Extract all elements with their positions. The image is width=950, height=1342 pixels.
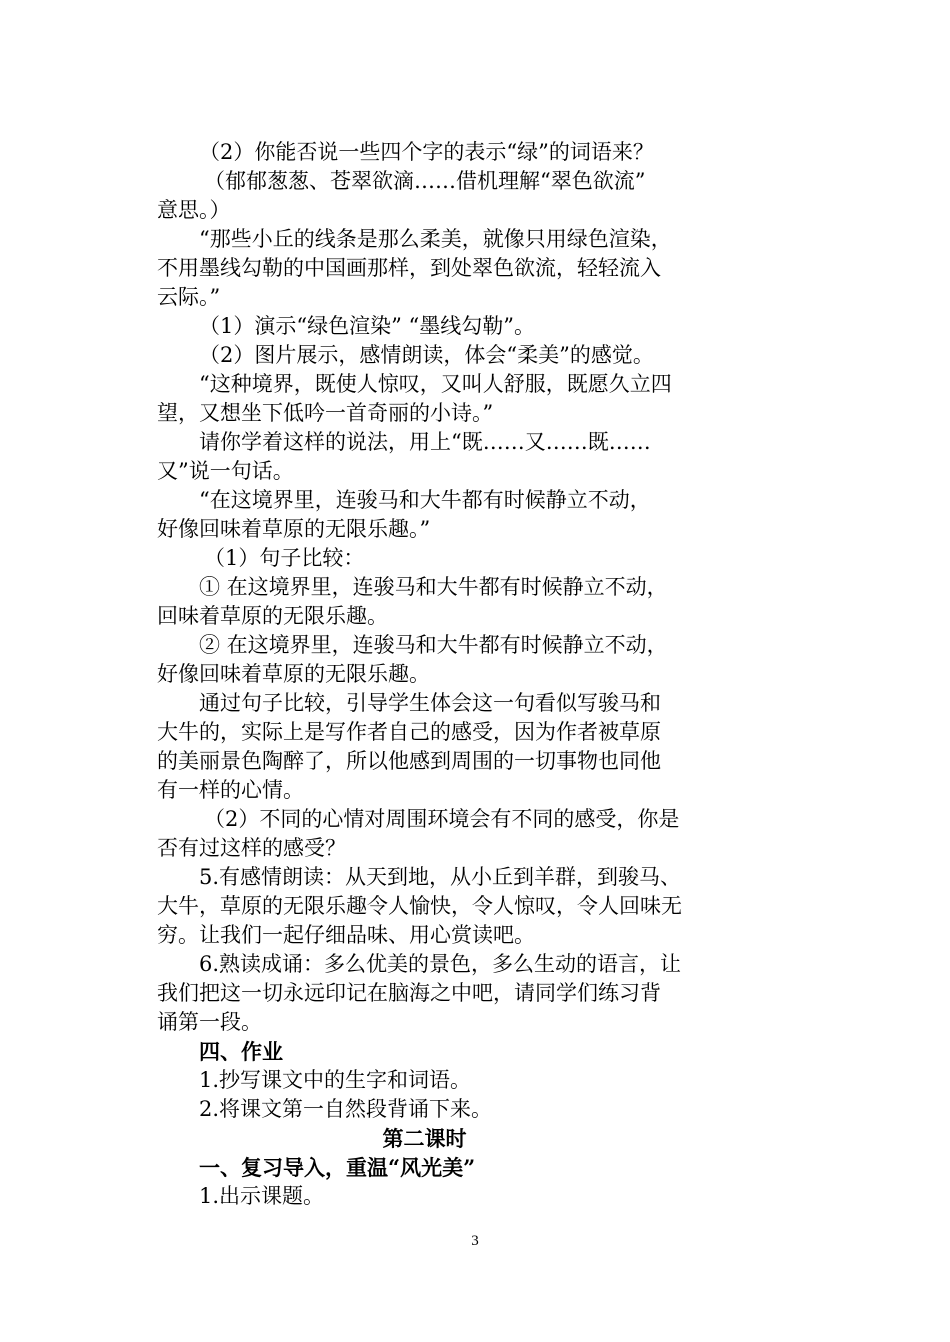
paragraph-line: 大牛的，实际上是写作者自己的感受，因为作者被草原	[157, 720, 661, 744]
paragraph-line: 5.有感情朗读：从天到地，从小丘到羊群，到骏马、	[199, 865, 682, 889]
paragraph-line: 云际。”	[157, 285, 221, 309]
section-heading-line: 一、复习导入，重温“风光美”	[199, 1155, 476, 1180]
paragraph-line: 诵第一段。	[157, 1010, 262, 1034]
paragraph-line: 2.将课文第一自然段背诵下来。	[199, 1097, 493, 1121]
paragraph-line: 有一样的心情。	[157, 778, 304, 802]
paragraph-line: ② 在这境界里，连骏马和大牛都有时候静立不动，	[199, 633, 668, 657]
paragraph-line: （1）句子比较：	[204, 546, 365, 570]
paragraph-line: 的美丽景色陶醉了，所以他感到周围的一切事物也同他	[157, 749, 661, 773]
paragraph-line: 大牛，草原的无限乐趣令人愉快，令人惊叹，令人回味无	[157, 894, 682, 918]
paragraph-line: “在这境界里，连骏马和大牛都有时候静立不动，	[199, 488, 651, 512]
paragraph-line: 又”说一句话。	[157, 459, 294, 483]
paragraph-line: 我们把这一切永远印记在脑海之中吧，请同学们练习背	[157, 981, 661, 1005]
paragraph-line: 6.熟读成诵：多么优美的景色，多么生动的语言，让	[199, 952, 682, 976]
paragraph-line: “那些小丘的线条是那么柔美，就像只用绿色渲染，	[199, 227, 672, 251]
paragraph-line: 意思。）	[157, 198, 231, 222]
paragraph-line: 穷。让我们一起仔细品味、用心赏读吧。	[157, 923, 535, 947]
paragraph-line: 回味着草原的无限乐趣。	[157, 604, 388, 628]
paragraph-line: （郁郁葱葱、苍翠欲滴……借机理解“翠色欲流”	[204, 169, 646, 193]
paragraph-line: 好像回味着草原的无限乐趣。”	[157, 517, 431, 541]
page-number: 3	[471, 1233, 479, 1249]
section-heading-line: 四、作业	[199, 1039, 283, 1064]
paragraph-line: （2）图片展示，感情朗读，体会“柔美”的感觉。	[199, 343, 654, 367]
paragraph-line: 望，又想坐下低吟一首奇丽的小诗。”	[157, 401, 494, 425]
paragraph-line: 请你学着这样的说法，用上“既……又……既……	[199, 430, 651, 454]
paragraph-line: 不用墨线勾勒的中国画那样，到处翠色欲流，轻轻流入	[157, 256, 661, 280]
paragraph-line: （2）你能否说一些四个字的表示“绿”的词语来？	[199, 140, 654, 164]
paragraph-line: 1.抄写课文中的生字和词语。	[199, 1068, 472, 1092]
paragraph-line: 通过句子比较，引导学生体会这一句看似写骏马和	[199, 691, 661, 715]
paragraph-line: （2）不同的心情对周围环境会有不同的感受，你是	[204, 807, 680, 831]
paragraph-line: 否有过这样的感受？	[157, 836, 346, 860]
paragraph-line: 好像回味着草原的无限乐趣。	[157, 662, 430, 686]
paragraph-line: “这种境界，既使人惊叹，又叫人舒服，既愿久立四	[199, 372, 672, 396]
paragraph-line: ① 在这境界里，连骏马和大牛都有时候静立不动，	[199, 575, 668, 599]
section-heading-line: 第二课时	[382, 1126, 467, 1151]
document-body	[157, 138, 692, 1211]
paragraph-line: 1.出示课题。	[199, 1184, 325, 1208]
paragraph-line: （1）演示“绿色渲染” “墨线勾勒”。	[199, 314, 535, 338]
